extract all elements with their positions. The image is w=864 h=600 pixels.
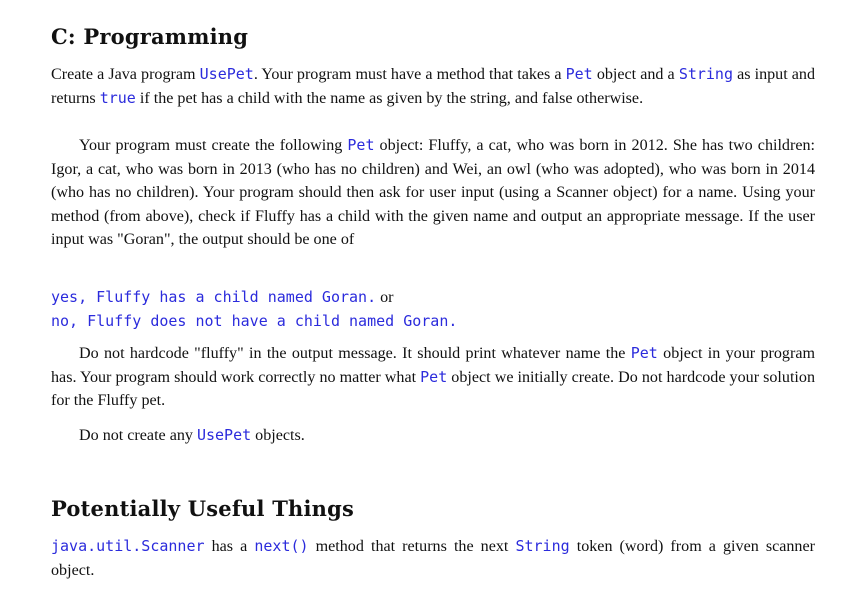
text: Do not create any <box>79 427 197 444</box>
paragraph-no-hardcode <box>51 342 815 413</box>
text: objects. <box>251 427 305 444</box>
code-pet: Pet <box>565 65 593 83</box>
text: object in your program has. Your program should work correctly no matter what <box>51 345 815 386</box>
code-pet: Pet <box>420 367 448 386</box>
text: has a <box>204 538 255 555</box>
code-string: String <box>678 65 733 83</box>
code-pet: Pet <box>347 136 375 154</box>
text: Create a Java program <box>51 66 200 83</box>
code-output-yes: yes, Fluffy has a child named Goran. <box>51 288 377 306</box>
code-next: next() <box>254 537 309 555</box>
text: object and a <box>592 66 679 83</box>
text: object we initially create. Do not hardcode your solution for the Fluffy pet. <box>51 368 815 409</box>
text: if the pet has a child with the name as given by the string, and false otherwise. <box>135 89 644 107</box>
text: Do not hardcode "fluffy" in the output message. It should print whatever name the <box>79 345 631 362</box>
text: Your program must create the following <box>79 137 348 154</box>
code-string: String <box>515 537 570 555</box>
text: method that returns the next <box>308 538 516 555</box>
section-heading-useful-things: Potentially Useful Things <box>51 496 355 521</box>
paragraph-pet-object <box>51 134 815 252</box>
paragraph-scanner-hint <box>51 535 815 582</box>
paragraph-expected-output <box>51 286 815 333</box>
code-output-no: no, Fluffy does not have a child named Goran. <box>51 311 458 330</box>
code-useppet: UsePet <box>199 65 254 83</box>
text: object: Fluffy, a cat, who was born in 2012. She has two children: Igor, a cat, who was born in 2013 (who has no children) and Wei, an owl (who was adopted), who was born in 2014 (who has no children). Your program should then ask for user input (using a Scanner object) for a name. Using your method (from above), check if Fluffy has a child with the given name and output an appropriate message. If the user input was "Goran", the output should be one of <box>51 137 816 248</box>
code-usepet: UsePet <box>196 426 252 444</box>
code-true: true <box>99 88 136 107</box>
text: as input and returns <box>51 66 816 107</box>
text: token (word) from a given scanner object. <box>51 538 815 579</box>
text-or: or <box>376 289 394 306</box>
paragraph-program-description <box>51 63 815 110</box>
code-pet: Pet <box>630 344 658 362</box>
section-heading-programming: C: Programming <box>51 24 249 49</box>
text: . Your program must have a method that takes a <box>253 66 566 83</box>
code-java-util-scanner: java.util.Scanner <box>51 537 205 555</box>
paragraph-no-usepet-objects <box>51 424 815 448</box>
